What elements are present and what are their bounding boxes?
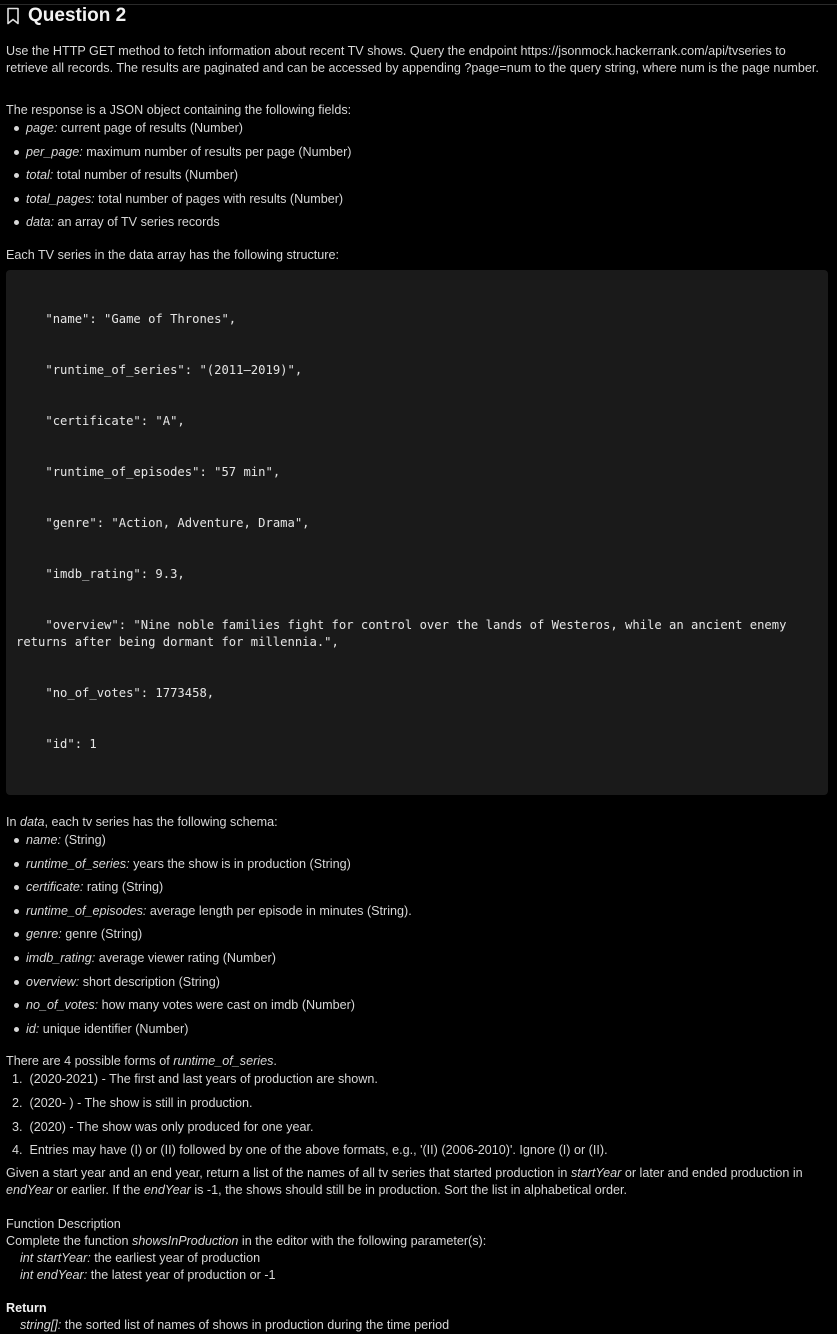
- list-item: runtime_of_series: years the show is in production (String): [6, 855, 828, 879]
- response-heading: The response is a JSON object containing the following fields:: [6, 103, 352, 117]
- question-title: Question 2: [28, 5, 127, 26]
- code-line: "genre": "Action, Adventure, Drama",: [16, 515, 310, 530]
- function-description-heading: Function Description: [6, 1216, 121, 1231]
- list-item: total_pages: total number of pages with results (Number): [6, 190, 828, 214]
- list-item: page: current page of results (Number): [6, 119, 828, 143]
- list-item: no_of_votes: how many votes were cast on imdb (Number): [6, 996, 828, 1020]
- list-item: 3. (2020) - The show was only produced for one year.: [12, 1119, 314, 1134]
- list-item: 2. (2020- ) - The show is still in production.: [12, 1095, 253, 1110]
- intro-text: Use the HTTP GET method to fetch information about recent TV shows. Query the endpoint https://jsonmock.hackerrank.com/api/tvseries to retrieve all records. The results are paginated and can be accessed by appending ?page=num to the query string, where num is the page number.: [6, 44, 819, 75]
- code-line: "certificate": "A",: [16, 413, 185, 428]
- code-line: "runtime_of_episodes": "57 min",: [16, 464, 281, 479]
- list-item: per_page: maximum number of results per page (Number): [6, 143, 828, 167]
- question-header: [6, 4, 126, 28]
- list-item: name: (String): [6, 831, 828, 855]
- list-item: total: total number of results (Number): [6, 166, 828, 190]
- task-text: Given a start year and an end year, return a list of the names of all tv series that started production in startYear or later and ended production in endYear or earlier. If the endYear is -1, the shows should still be in production. Sort the list in alphabetical order.: [6, 1165, 803, 1197]
- param-start-year: int startYear: the earliest year of production: [20, 1250, 261, 1265]
- list-item: overview: short description (String): [6, 973, 828, 997]
- return-description: string[]: the sorted list of names of shows in production during the time period: [20, 1317, 450, 1332]
- function-description-line: Complete the function showsInProduction in the editor with the following parameter(s):: [6, 1233, 487, 1248]
- code-block: [6, 270, 828, 795]
- response-fields-list: [6, 119, 828, 237]
- schema-heading: In data, each tv series has the following schema:: [6, 814, 278, 829]
- list-item: genre: genre (String): [6, 925, 828, 949]
- code-line: "id": 1: [16, 736, 97, 751]
- list-item: 4. Entries may have (I) or (II) followed by one of the above formats, e.g., '(II) (2006-2010)'. Ignore (I) or (II).: [12, 1143, 608, 1158]
- list-item: id: unique identifier (Number): [6, 1020, 828, 1044]
- bookmark-icon[interactable]: [6, 7, 20, 25]
- list-item: imdb_rating: average viewer rating (Number): [6, 949, 828, 973]
- question-body: [6, 43, 828, 1334]
- forms-list: [6, 1070, 828, 1164]
- structure-heading: Each TV series in the data array has the following structure:: [6, 247, 339, 262]
- code-line: "runtime_of_series": "(2011–2019)",: [16, 362, 303, 377]
- code-line: "name": "Game of Thrones",: [16, 311, 237, 326]
- list-item: 1. (2020-2021) - The first and last years of production are shown.: [12, 1072, 378, 1087]
- code-line: "imdb_rating": 9.3,: [16, 566, 185, 581]
- list-item: runtime_of_episodes: average length per episode in minutes (String).: [6, 902, 828, 926]
- param-end-year: int endYear: the latest year of production or -1: [20, 1267, 276, 1282]
- list-item: data: an array of TV series records: [6, 213, 828, 237]
- list-item: certificate: rating (String): [6, 878, 828, 902]
- forms-heading: There are 4 possible forms of runtime_of_series.: [6, 1054, 277, 1069]
- return-heading: Return: [6, 1300, 47, 1315]
- code-line: "overview": "Nine noble families fight for control over the lands of Westeros, while an ancient enemy returns after being dormant for millennia.",: [16, 617, 794, 649]
- code-line: "no_of_votes": 1773458,: [16, 685, 215, 700]
- schema-fields-list: [6, 831, 828, 1043]
